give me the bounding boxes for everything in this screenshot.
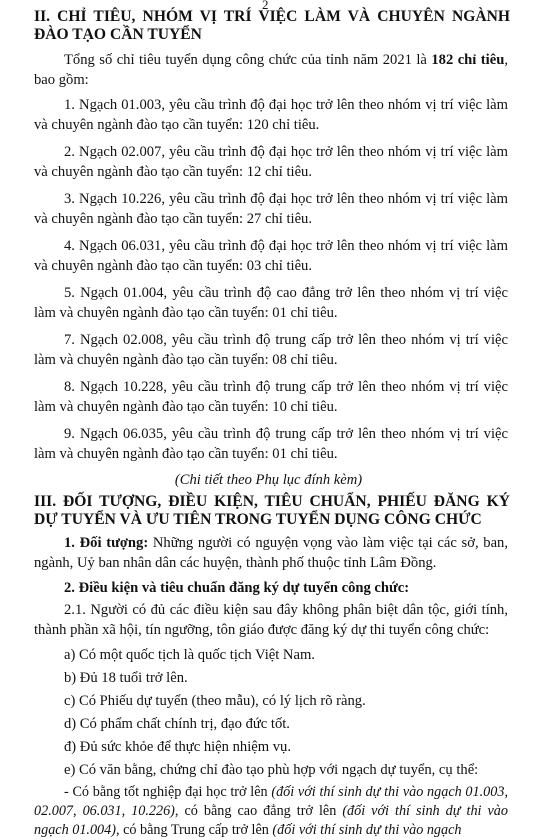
section-2-heading: II. CHỈ TIÊU, NHÓM VỊ TRÍ VIỆC LÀM VÀ CHUYÊN NGÀNH ĐÀO TẠO CẦN TUYỂN <box>34 8 510 43</box>
conditions-intro: 2.1. Người có đủ các điều kiện sau đây không phân biệt dân tộc, giới tính, thành phần xã hội, tín ngưỡng, tôn giáo được đăng ký dự thi tuyển công chức: <box>34 602 508 638</box>
intro-text: Tổng số chỉ tiêu tuyển dụng công chức của tỉnh năm 2021 là <box>64 52 432 68</box>
list-item: 1. Ngạch 01.003, yêu cầu trình độ đại học trở lên theo nhóm vị trí việc làm và chuyên ngành đào tạo cần tuyển: 120 chỉ tiêu. <box>34 97 508 133</box>
subject-paragraph <box>34 533 508 573</box>
condition-item: a) Có một quốc tịch là quốc tịch Việt Nam. <box>64 647 315 663</box>
conditions-heading: 2. Điều kiện và tiêu chuẩn đăng ký dự tuyển công chức: <box>64 580 410 596</box>
list-item: 8. Ngạch 10.228, yêu cầu trình độ trung cấp trở lên theo nhóm vị trí việc làm và chuyên ngành đào tạo cần tuyển: 10 chỉ tiêu. <box>34 379 508 415</box>
degree-note: (đối với thí sinh dự thi vào ngạch <box>272 822 462 838</box>
condition-item: d) Có phẩm chất chính trị, đạo đức tốt. <box>64 716 290 732</box>
degree-requirement <box>34 783 508 840</box>
degree-note: (đối với thí sinh dự thi vào ngạch 01.003, 02.007, 06.031, 10.226) <box>34 784 508 819</box>
list-item: 4. Ngạch 06.031, yêu cầu trình độ đại học trở lên theo nhóm vị trí việc làm và chuyên ngành đào tạo cần tuyển: 03 chỉ tiêu. <box>34 238 508 274</box>
section-3-heading: III. ĐỐI TƯỢNG, ĐIỀU KIỆN, TIÊU CHUẨN, PHIẾU ĐĂNG KÝ DỰ TUYỂN VÀ ƯU TIÊN TRONG TUYỂN DỤNG CÔNG CHỨC <box>34 493 510 528</box>
list-item: 3. Ngạch 10.226, yêu cầu trình độ đại học trở lên theo nhóm vị trí việc làm và chuyên ngành đào tạo cần tuyển: 27 chỉ tiêu. <box>34 191 508 227</box>
condition-item: e) Có văn bằng, chứng chỉ đào tạo phù hợp với ngạch dự tuyển, cụ thể: <box>64 762 479 778</box>
section-2-intro <box>34 50 508 90</box>
intro-total: 182 chỉ tiêu <box>431 52 505 68</box>
page-number: 2 <box>262 0 269 12</box>
list-item: 9. Ngạch 06.035, yêu cầu trình độ trung cấp trở lên theo nhóm vị trí việc làm và chuyên ngành đào tạo cần tuyển: 01 chỉ tiêu. <box>34 426 508 462</box>
appendix-note: (Chi tiết theo Phụ lục đính kèm) <box>174 472 363 488</box>
condition-item: b) Đủ 18 tuổi trở lên. <box>64 670 188 686</box>
condition-item: c) Có Phiếu dự tuyển (theo mẫu), có lý lịch rõ ràng. <box>64 693 366 709</box>
intro-suffix: , bao gồm: <box>34 52 508 88</box>
subject-label: 1. Đối tượng: <box>64 535 149 551</box>
degree-text: , có bằng Trung cấp trở lên <box>115 822 273 838</box>
degree-note: (đối với thí sinh dự thi vào ngạch 01.004) <box>34 803 508 838</box>
list-item: 5. Ngạch 01.004, yêu cầu trình độ cao đẳng trở lên theo nhóm vị trí việc làm và chuyên ngành đào tạo cần tuyển: 01 chỉ tiêu. <box>34 285 508 321</box>
list-item: 7. Ngạch 02.008, yêu cầu trình độ trung cấp trở lên theo nhóm vị trí việc làm và chuyên ngành đào tạo cần tuyển: 08 chỉ tiêu. <box>34 332 508 368</box>
degree-text: , có bằng cao đẳng trở lên <box>174 803 343 819</box>
subject-text: Những người có nguyện vọng vào làm việc tại các sở, ban, ngành, Uỷ ban nhân dân các huyện, thành phố thuộc tỉnh Lâm Đồng. <box>34 535 508 571</box>
condition-item: đ) Đủ sức khỏe để thực hiện nhiệm vụ. <box>64 739 291 755</box>
degree-text: - Có bằng tốt nghiệp đại học trở lên <box>64 784 272 800</box>
list-item: 2. Ngạch 02.007, yêu cầu trình độ đại học trở lên theo nhóm vị trí việc làm và chuyên ngành đào tạo cần tuyển: 12 chỉ tiêu. <box>34 144 508 180</box>
